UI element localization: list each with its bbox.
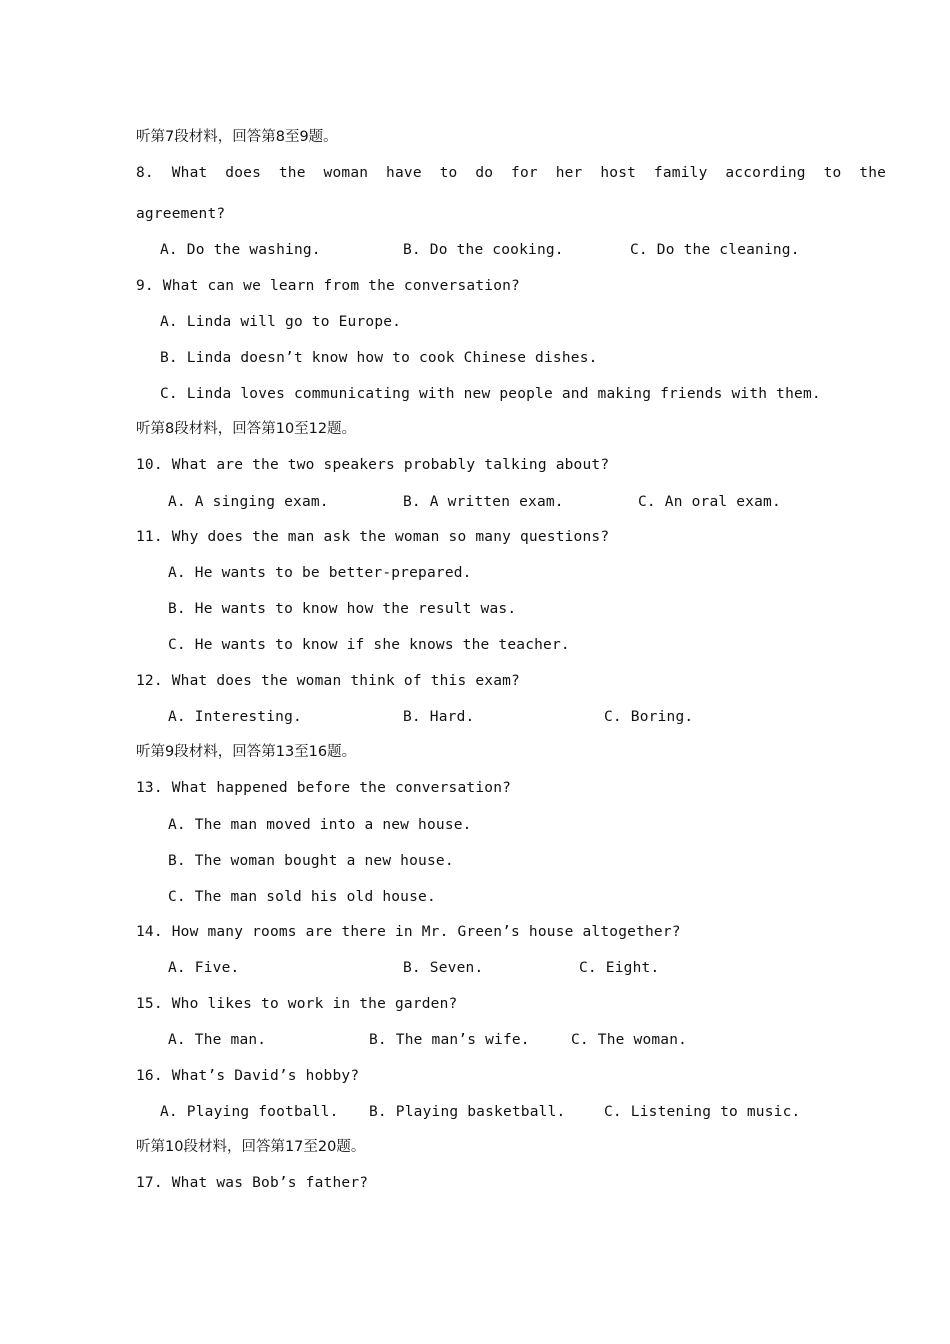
question-14-option-b: B. Seven. [403, 960, 484, 976]
question-15-option-a: A. The man. [168, 1032, 267, 1048]
question-14-option-c: C. Eight. [579, 960, 660, 976]
question-14-stem: 14. How many rooms are there in Mr. Green’s house altogether? [136, 924, 681, 940]
question-12-option-c: C. Boring. [604, 709, 694, 725]
question-14-option-a: A. Five. [168, 960, 240, 976]
question-10-stem: 10. What are the two speakers probably talking about? [136, 457, 610, 473]
question-12-option-a: A. Interesting. [168, 709, 302, 725]
question-15-option-b: B. The man’s wife. [369, 1032, 530, 1048]
question-11-option-c: C. He wants to know if she knows the teacher. [168, 637, 570, 653]
question-8-stem-line-1: 8. What does the woman have to do for her host family according to the [136, 165, 887, 181]
question-17-stem: 17. What was Bob’s father? [136, 1175, 369, 1191]
question-9-stem: 9. What can we learn from the conversation? [136, 278, 520, 294]
question-13-option-b: B. The woman bought a new house. [168, 853, 454, 869]
question-8-option-c: C. Do the cleaning. [630, 242, 800, 258]
question-11-stem: 11. Why does the man ask the woman so many questions? [136, 529, 610, 545]
question-13-stem: 13. What happened before the conversation? [136, 780, 512, 796]
question-12-stem: 12. What does the woman think of this exam? [136, 673, 520, 689]
section-heading-7: 听第7段材料，回答第8至9题。 [136, 129, 338, 145]
question-9-option-c: C. Linda loves communicating with new people and making friends with them. [160, 386, 821, 402]
question-16-option-a: A. Playing football. [160, 1104, 339, 1120]
question-8-stem-line-2: agreement? [136, 206, 226, 222]
section-heading-8: 听第8段材料，回答第10至12题。 [136, 421, 357, 437]
question-15-stem: 15. Who likes to work in the garden? [136, 996, 458, 1012]
question-12-option-b: B. Hard. [403, 709, 475, 725]
section-heading-9: 听第9段材料，回答第13至16题。 [136, 744, 357, 760]
question-16-option-b: B. Playing basketball. [369, 1104, 566, 1120]
section-heading-10: 听第10段材料，回答第17至20题。 [136, 1139, 366, 1155]
question-11-option-a: A. He wants to be better-prepared. [168, 565, 472, 581]
question-9-option-b: B. Linda doesn’t know how to cook Chinese dishes. [160, 350, 598, 366]
question-15-option-c: C. The woman. [571, 1032, 688, 1048]
question-16-stem: 16. What’s David’s hobby? [136, 1068, 360, 1084]
question-9-option-a: A. Linda will go to Europe. [160, 314, 402, 330]
question-8-option-b: B. Do the cooking. [403, 242, 564, 258]
question-10-option-a: A. A singing exam. [168, 494, 329, 510]
question-13-option-a: A. The man moved into a new house. [168, 817, 472, 833]
question-10-option-c: C. An oral exam. [638, 494, 781, 510]
question-8-option-a: A. Do the washing. [160, 242, 321, 258]
question-13-option-c: C. The man sold his old house. [168, 889, 436, 905]
question-10-option-b: B. A written exam. [403, 494, 564, 510]
question-16-option-c: C. Listening to music. [604, 1104, 801, 1120]
question-11-option-b: B. He wants to know how the result was. [168, 601, 517, 617]
